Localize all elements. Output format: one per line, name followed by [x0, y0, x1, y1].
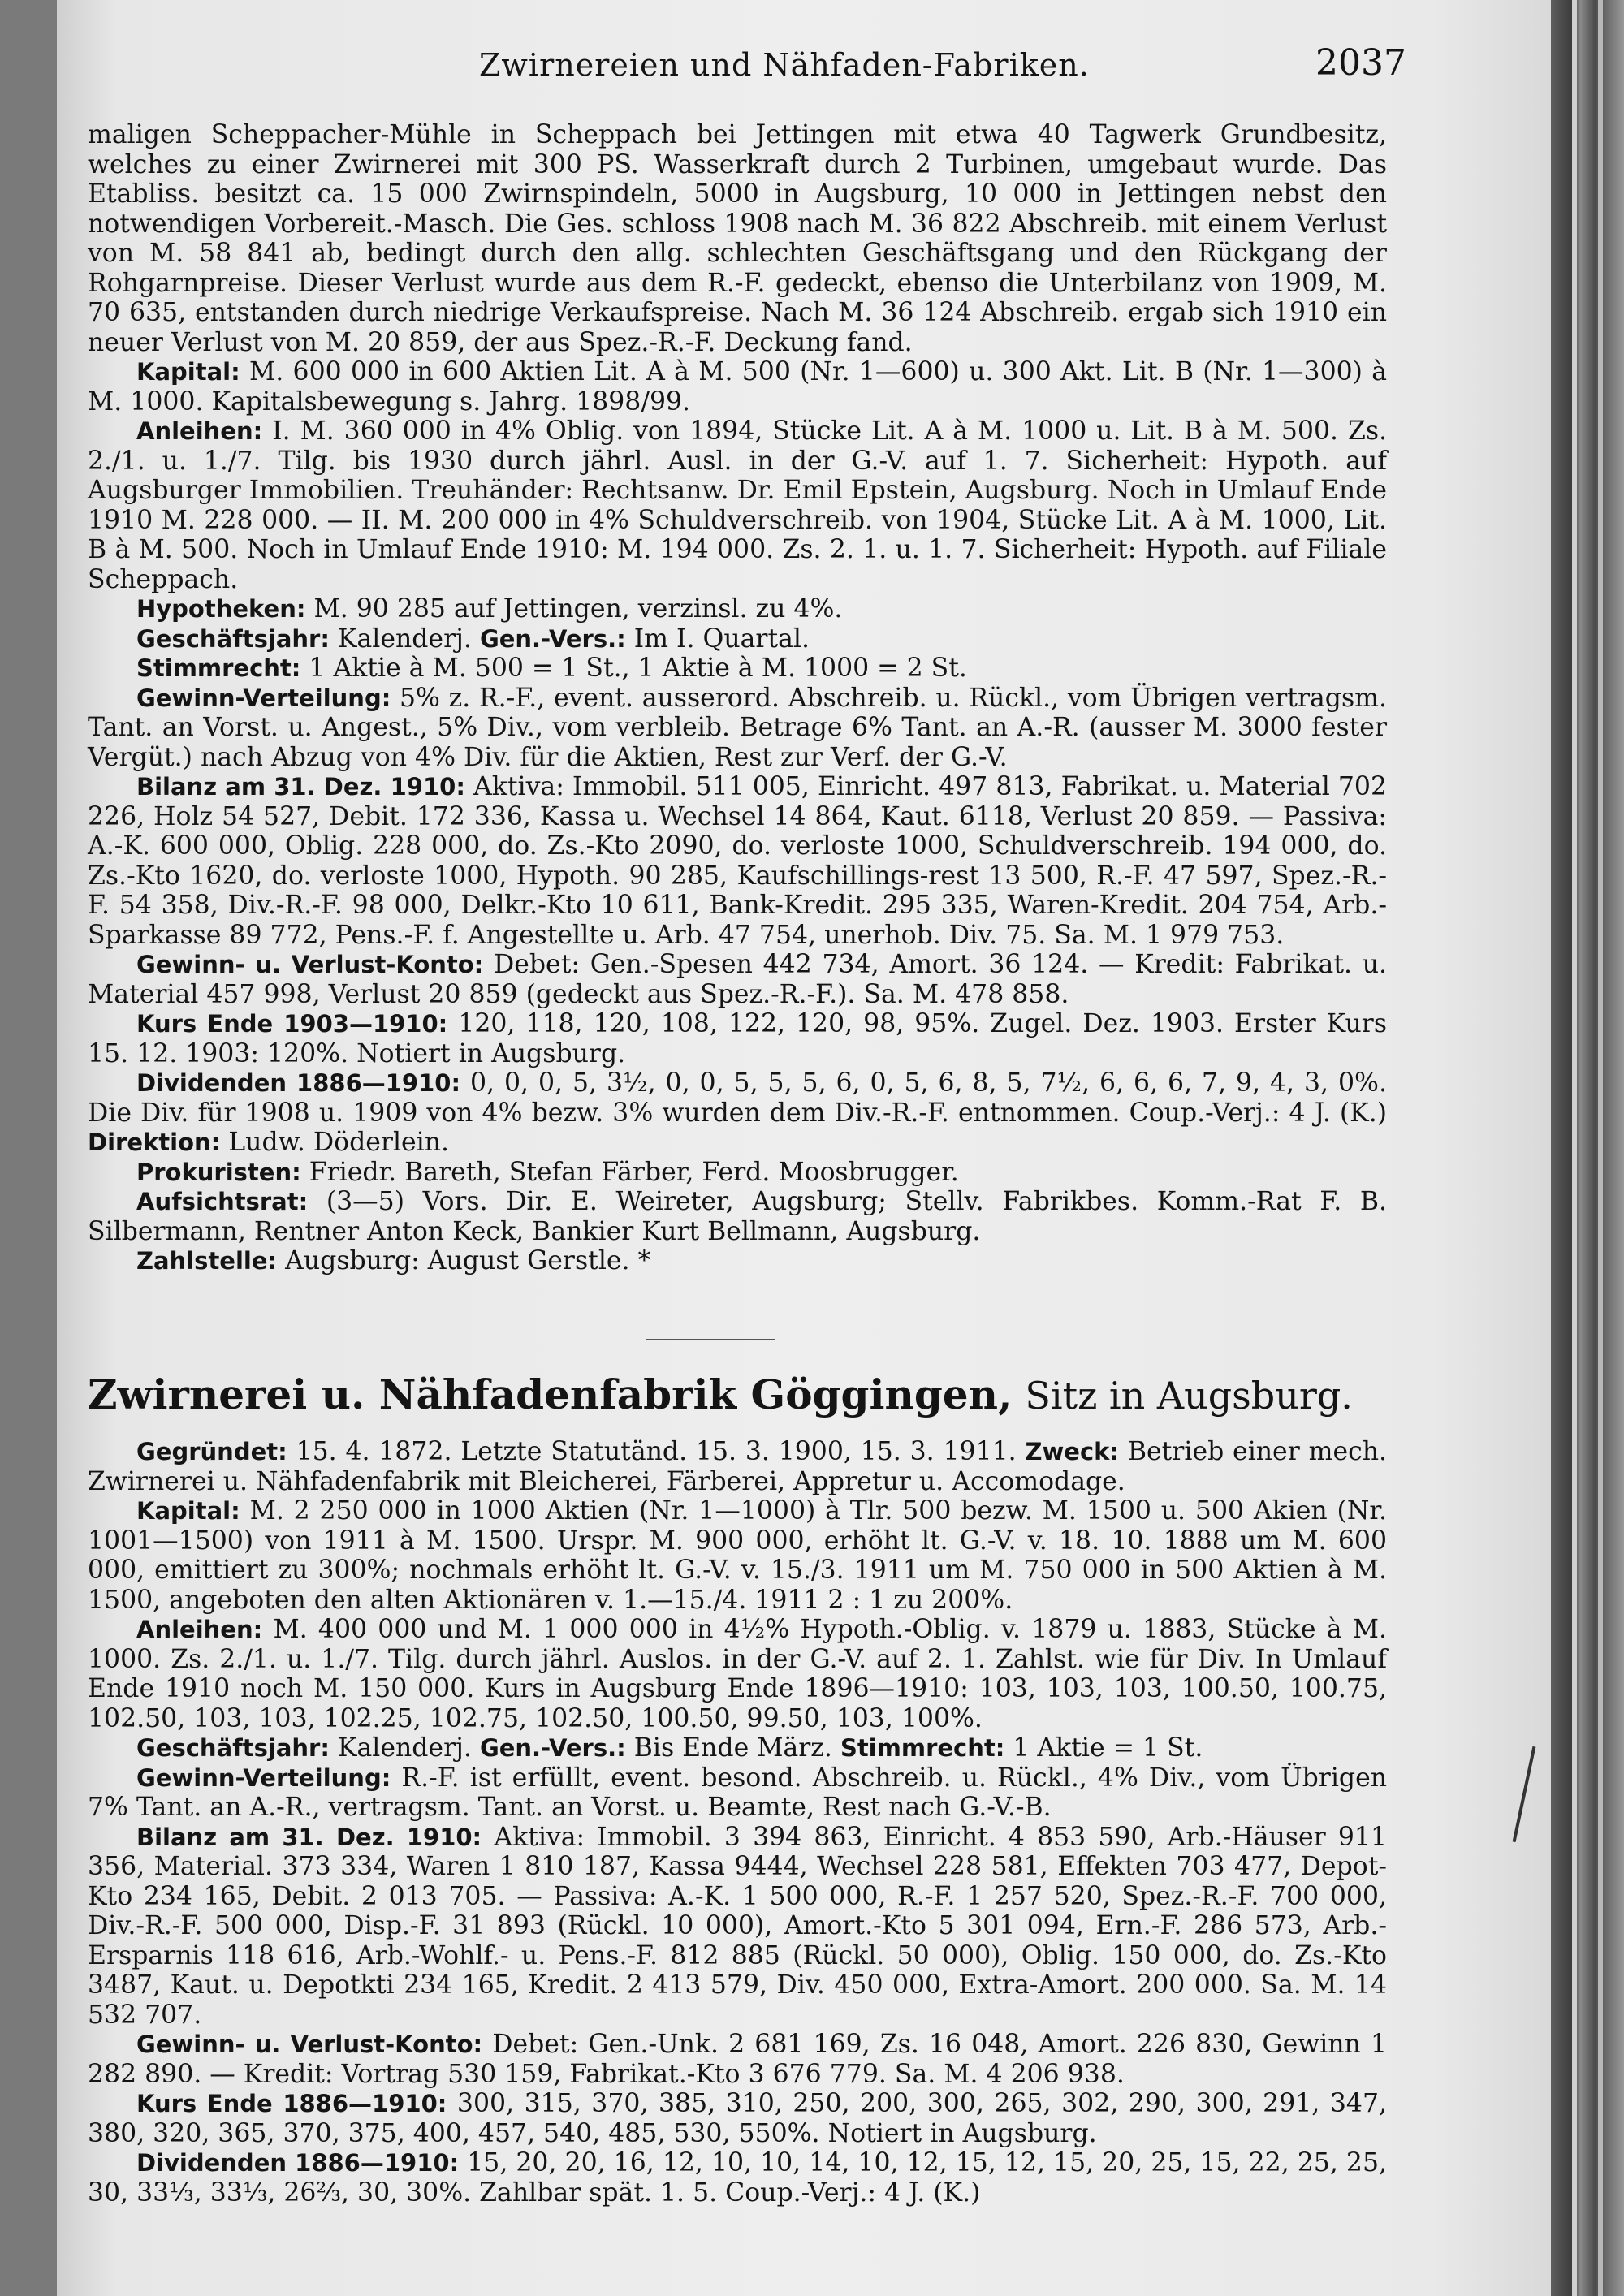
bilanz-text: Aktiva: Immobil. 3 394 863, Einricht. 4 853 590, Arb.-Häuser 911 356, Material. 373 334, Waren 1 810 187, Kassa 9444, Wechsel 228 581, Effekten 703 477, Depot-Kto 234 165, Debit. 2 013 705. — Passiva: A.-K. 1 500 000, R.-F. 1 257 520, Spez.-R.-F. 700 000, Div.-R.-F. 500 000, Disp.-F. 31 893 (Rückl. 10 000), Amort.-Kto 5 301 094, Ern.-F. 286 573, Arb.-Ersparnis 118 616, Arb.-Wohlf.- u. Pens.-F. 812 885 (Rückl. 50 000), Oblig. 150 000, do. Zs.-Kto 3487, Kaut. u. Depotkti 234 165, Kredit. 2 413 579, Div. 450 000, Extra-Amort. 200 000. Sa. M. 14 532 707. — [88, 1822, 1387, 2030]
gewinn-verlust-label: Gewinn- u. Verlust-Konto: — [136, 951, 484, 978]
zweck-text: Betrieb einer mech. Zwirnerei u. Nähfadenfabrik mit Bleicherei, Färberei, Appretur u. Accomodage. — [88, 1437, 1388, 1496]
zweck-label: Zweck: — [1025, 1438, 1120, 1465]
description-paragraph — [88, 120, 1387, 357]
section-divider — [646, 1339, 775, 1340]
hypotheken-label: Hypotheken: — [136, 595, 306, 623]
kurs-paragraph — [88, 2089, 1387, 2148]
gewinn-verteilung-label: Gewinn-Verteilung: — [136, 684, 391, 712]
gen-vers-text: Im I. Quartal. — [633, 624, 810, 654]
gewinn-verteilung-paragraph — [88, 684, 1387, 773]
gewinn-verteilung-label: Gewinn-Verteilung: — [136, 1763, 391, 1792]
anleihen-text: M. 400 000 und M. 1 000 000 in 4½% Hypoth.-Oblig. v. 1879 u. 1883, Stücke à M. 1000. Zs. 2./1. u. 1./7. Tilg. durch jährl. Auslos. in der G.-V. auf 2. 1. Zahlst. wie für Div. In Umlauf Ende 1910 noch M. 150 000. Kurs in Augsburg Ende 1896—1910: 103, 103, 103, 100.50, 100.75, 102.50, 103, 103, 102.25, 102.75, 102.50, 100.50, 99.50, 103, 100%. — [88, 1615, 1387, 1733]
bilanz-label: Bilanz am 31. Dez. 1910: — [136, 1823, 482, 1851]
firm-heading — [88, 1370, 1387, 1418]
dividenden-label: Dividenden 1886—1910: — [136, 2149, 460, 2177]
kapital-text: M. 2 250 000 in 1000 Aktien (Nr. 1—1000) à Tlr. 500 bezw. M. 1500 u. 500 Akien (Nr. 1001—1500) von 1911 à M. 1500. Urspr. M. 900 000, erhöht lt. G.-V. v. 18. 10. 1888 um M. 600 000, emittiert zu 300%; nochmals erhöht lt. G.-V. v. 15./3. 1911 um M. 750 000 in 500 Aktien à M. 1500, angeboten den alten Aktionären v. 1.—15./4. 1911 2 : 1 zu 200%. — [88, 1496, 1388, 1615]
geschaeftsjahr-text: Kalenderj. — [337, 1733, 472, 1763]
direktion-text: Ludw. Döderlein. — [228, 1128, 450, 1157]
kapital-label: Kapital: — [136, 1497, 240, 1525]
entry-goeggingen — [88, 1437, 1387, 2208]
gegruendet-paragraph — [88, 1437, 1387, 1496]
gen-vers-label: Gen.-Vers.: — [479, 1734, 626, 1762]
anleihen-paragraph — [88, 416, 1387, 594]
aufsichtsrat-text: (3—5) Vors. Dir. E. Weireter, Augsburg; Stellv. Fabrikbes. Komm.-Rat F. B. Silbermann, Rentner Anton Keck, Bankier Kurt Bellmann, Augsburg. — [88, 1187, 1387, 1246]
bilanz-paragraph — [88, 772, 1387, 950]
running-head — [57, 39, 1406, 88]
geschaeftsjahr-paragraph — [88, 1733, 1387, 1763]
kapital-paragraph — [88, 1496, 1387, 1615]
gewinn-verlust-paragraph — [88, 950, 1387, 1009]
gewinn-verlust-text: Debet: Gen.-Unk. 2 681 169, Zs. 16 048, Amort. 226 830, Gewinn 1 282 890. — Kredit: Vortrag 530 159, Fabrikat.-Kto 3 676 779. Sa. M. 4 206 938. — [88, 2030, 1388, 2089]
dividenden-paragraph — [88, 1068, 1387, 1158]
gegruendet-label: Gegründet: — [136, 1438, 287, 1465]
dividenden-text: 0, 0, 0, 5, 3½, 0, 0, 5, 5, 5, 6, 0, 5, 6, 8, 5, 7½, 6, 6, 6, 7, 9, 4, 3, 0%. Die Div. für 1908 u. 1909 von 4% bezw. 3% wurden dem Div.-R.-F. entnommen. Coup.-Verj.: 4 J. (K.) — [88, 1068, 1388, 1128]
anleihen-text: I. M. 360 000 in 4% Oblig. von 1894, Stücke Lit. A à M. 1000 u. Lit. B à M. 500. Zs. 2./1. u. 1./7. Tilg. bis 1930 durch jährl. Ausl. in der G.-V. auf 1. 7. Sicherheit: Hypoth. auf Augsburger Immobilien. Treuhänder: Rechtsanw. Dr. Emil Epstein, Augsburg. Noch in Umlauf Ende 1910 M. 228 000. — II. M. 200 000 in 4% Schuldverschreib. von 1904, Stücke Lit. A à M. 1000, Lit. B à M. 500. Noch in Umlauf Ende 1910: M. 194 000. Zs. 2. 1. u. 1. 7. Sicherheit: Hypoth. auf Filiale Scheppach. — [88, 416, 1388, 594]
kurs-text: 300, 315, 370, 385, 310, 250, 200, 300, 265, 302, 290, 300, 291, 347, 380, 320, 365, 370, 375, 400, 457, 540, 485, 530, 550%. Notiert in Augsburg. — [88, 2089, 1387, 2148]
prokuristen-text: Friedr. Bareth, Stefan Färber, Ferd. Moosbrugger. — [309, 1157, 959, 1187]
kapital-paragraph — [88, 357, 1387, 416]
entry-scheppach-continued — [88, 120, 1387, 1276]
kurs-label: Kurs Ende 1903—1910: — [136, 1010, 448, 1038]
kurs-paragraph — [88, 1009, 1387, 1068]
dividenden-text: 15, 20, 20, 16, 12, 10, 10, 14, 10, 12, 15, 12, 15, 20, 25, 15, 22, 25, 25, 30, 33⅓, 33⅓, 26⅔, 30, 30%. Zahlbar spät. 1. 5. Coup.-Verj.: 4 J. (K.) — [88, 2148, 1388, 2208]
dividenden-paragraph — [88, 2148, 1387, 2208]
firm-seat: Sitz in Augsburg. — [1025, 1374, 1353, 1418]
gewinn-verlust-paragraph — [88, 2030, 1387, 2089]
kapital-text: M. 600 000 in 600 Aktien Lit. A à M. 500 (Nr. 1—600) u. 300 Akt. Lit. B (Nr. 1—300) à M. 1000. Kapitalsbewegung s. Jahrg. 1898/99. — [88, 357, 1387, 416]
gewinn-verteilung-text: R.-F. ist erfüllt, event. besond. Abschreib. u. Rückl., 4% Div., vom Übrigen 7% Tant. an A.-R., vertragsm. Tant. an Vorst. u. Beamte, Rest nach G.-V.-B. — [88, 1763, 1388, 1822]
geschaeftsjahr-label: Geschäftsjahr: — [136, 1734, 330, 1762]
gegruendet-text: 15. 4. 1872. Letzte Statutänd. 15. 3. 1900, 15. 3. 1911. — [296, 1437, 1017, 1466]
stimmrecht-label: Stimmrecht: — [136, 654, 301, 682]
aufsichtsrat-label: Aufsichtsrat: — [136, 1188, 309, 1215]
running-title: Zwirnereien und Nähfaden-Fabriken. — [479, 47, 1090, 83]
gen-vers-text: Bis Ende März. — [633, 1733, 832, 1763]
geschaeftsjahr-text: Kalenderj. — [337, 624, 472, 654]
dividenden-label: Dividenden 1886—1910: — [136, 1069, 461, 1097]
geschaeftsjahr-label: Geschäftsjahr: — [136, 624, 330, 653]
zahlstelle-text: Augsburg: August Gerstle. * — [285, 1246, 651, 1275]
hypotheken-paragraph — [88, 594, 1387, 624]
page-edge-shadow — [1551, 0, 1624, 2296]
gewinn-verlust-label: Gewinn- u. Verlust-Konto: — [136, 2031, 483, 2058]
gewinn-verteilung-text: 5% z. R.-F., event. ausserord. Abschreib. u. Rückl., vom Übrigen vertragsm. Tant. an Vorst. u. Angest., 5% Div., vom verbleib. Betrage 6% Tant. an A.-R. (ausser M. 3000 fester Vergüt.) nach Abzug von 4% Div. für die Aktien, Rest zur Verf. der G.-V. — [88, 683, 1387, 772]
firm-name: Zwirnerei u. Nähfadenfabrik Göggingen, — [88, 1370, 1013, 1418]
edge-stripe — [1572, 0, 1577, 2296]
hypotheken-text: M. 90 285 auf Jettingen, verzinsl. zu 4%. — [313, 594, 843, 624]
stimmrecht-label: Stimmrecht: — [840, 1734, 1005, 1762]
anleihen-paragraph — [88, 1615, 1387, 1733]
direktion-label: Direktion: — [88, 1129, 221, 1156]
bilanz-label: Bilanz am 31. Dez. 1910: — [136, 773, 465, 801]
aufsichtsrat-paragraph — [88, 1187, 1387, 1246]
stimmrecht-text: 1 Aktie à M. 500 = 1 St., 1 Aktie à M. 1000 = 2 St. — [309, 654, 967, 683]
geschaeftsjahr-paragraph — [88, 624, 1387, 654]
anleihen-label: Anleihen: — [136, 417, 263, 445]
gen-vers-label: Gen.-Vers.: — [479, 624, 626, 653]
anleihen-label: Anleihen: — [136, 1616, 263, 1643]
page-number: 2037 — [1315, 42, 1406, 84]
gewinn-verteilung-paragraph — [88, 1763, 1387, 1823]
prokuristen-paragraph — [88, 1158, 1387, 1188]
gewinn-verlust-text: Debet: Gen.-Spesen 442 734, Amort. 36 124. — Kredit: Fabrikat. u. Material 457 998, Verlust 20 859 (gedeckt aus Spez.-R.-F.). Sa. M. 478 858. — [88, 950, 1388, 1009]
zahlstelle-label: Zahlstelle: — [136, 1247, 278, 1275]
edge-stripe — [1598, 0, 1603, 2296]
kurs-label: Kurs Ende 1886—1910: — [136, 2090, 447, 2117]
stimmrecht-text: 1 Aktie = 1 St. — [1013, 1733, 1203, 1763]
bilanz-text: Aktiva: Immobil. 511 005, Einricht. 497 813, Fabrikat. u. Material 702 226, Holz 54 527, Debit. 172 336, Kassa u. Wechsel 14 864, Kaut. 6118, Verlust 20 859. — Passiva: A.-K. 600 000, Oblig. 228 000, do. Zs.-Kto 2090, do. verloste 1000, Schuldverschreib. 194 000, do. Zs.-Kto 1620, do. verloste 1000, Hypoth. 90 285, Kaufschillings-rest 13 500, R.-F. 47 597, Spez.-R.-F. 54 358, Div.-R.-F. 98 000, Delkr.-Kto 10 611, Bank-Kredit. 295 335, Waren-Kredit. 204 754, Arb.-Sparkasse 89 772, Pens.-F. f. Angestellte u. Arb. 47 754, unerhob. Div. 75. Sa. M. 1 979 753. — [88, 772, 1387, 950]
kurs-text: 120, 118, 120, 108, 122, 120, 98, 95%. Zugel. Dez. 1903. Erster Kurs 15. 12. 1903: 120%. Notiert in Augsburg. — [88, 1009, 1387, 1068]
description-text: maligen Scheppacher-Mühle in Scheppach bei Jettingen mit etwa 40 Tagwerk Grundbesitz, welches zu einer Zwirnerei mit 300 PS. Wasserkraft durch 2 Turbinen, umgebaut wurde. Das Etabliss. besitzt ca. 15 000 Zwirnspindeln, 5000 in Augsburg, 10 000 in Jettingen nebst den notwendigen Vorbereit.-Masch. Die Ges. schloss 1908 nach M. 36 822 Abschreib. mit einem Verlust von M. 58 841 ab, bedingt durch den allg. schlechten Geschäftsgang und den Rückgang der Rohgarnpreise. Dieser Verlust wurde aus dem R.-F. gedeckt, ebenso die Unterbilanz von 1909, M. 70 635, entstanden durch niedrige Verkaufspreise. Nach M. 36 124 Abschreib. ergab sich 1910 ein neuer Verlust von M. 20 859, der aus Spez.-R.-F. Deckung fand. — [88, 120, 1387, 357]
stimmrecht-paragraph — [88, 654, 1387, 684]
bilanz-paragraph — [88, 1823, 1387, 2031]
kapital-label: Kapital: — [136, 358, 240, 386]
zahlstelle-paragraph — [88, 1246, 1387, 1276]
prokuristen-label: Prokuristen: — [136, 1158, 301, 1186]
